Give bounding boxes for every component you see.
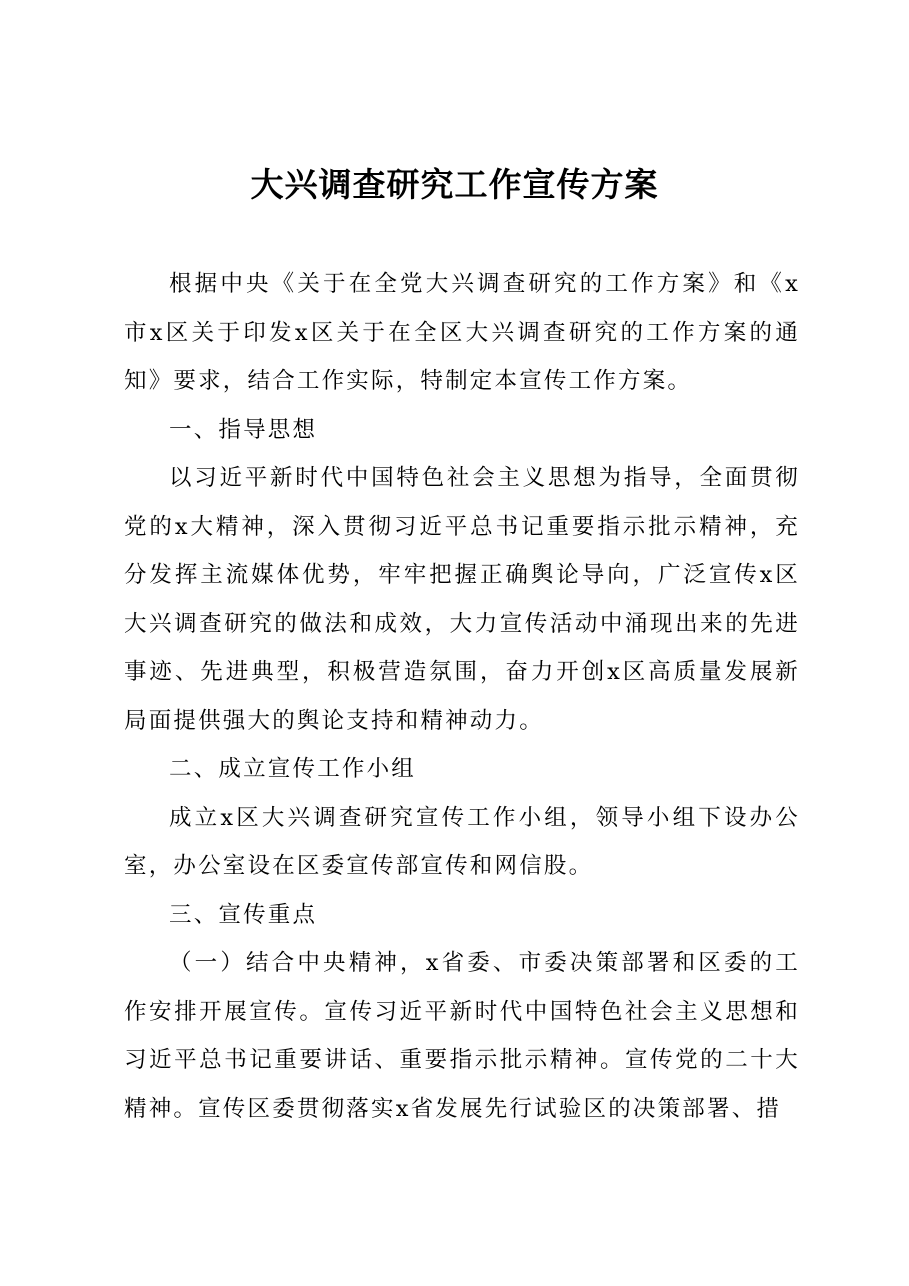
section-heading-working-group: 二、成立宣传工作小组 (169, 756, 417, 782)
paragraph-intro: 根据中央《关于在全党大兴调查研究的工作方案》和《x市x区关于印发x区关于在全区大兴调查研究的工作方案的通知》要求，结合工作实际，特制定本宣传工作方案。 (124, 271, 800, 394)
paragraph-guiding-ideology: 以习近平新时代中国特色社会主义思想为指导，全面贯彻党的x大精神，深入贯彻习近平总书记重要指示批示精神，充分发挥主流媒体优势，牢牢把握正确舆论导向，广泛宣传x区大兴调查研究的做法和成效，大力宣传活动中涌现出来的先进事迹、先进典型，积极营造氛围，奋力开创x区高质量发展新局面提供强大的舆论支持和精神动力。 (124, 465, 800, 734)
section-heading-guiding-ideology: 一、指导思想 (169, 416, 318, 443)
paragraph-publicity-focus-1: （一）结合中央精神，x省委、市委决策部署和区委的工作安排开展宣传。宣传习近平新时代中国特色社会主义思想和习近平总书记重要讲话、重要指示批示精神。宣传党的二十大精神。宣传区委贯彻落实x省发展先行试验区的决策部署、措 (124, 950, 800, 1122)
section-heading-publicity-focus: 三、宣传重点 (169, 901, 318, 928)
document-title: 大兴调查研究工作宣传方案 (250, 165, 659, 204)
paragraph-working-group: 成立x区大兴调查研究宣传工作小组，领导小组下设办公室，办公室设在区委宣传部宣传和网信股。 (124, 804, 800, 879)
document-body (124, 260, 800, 1133)
